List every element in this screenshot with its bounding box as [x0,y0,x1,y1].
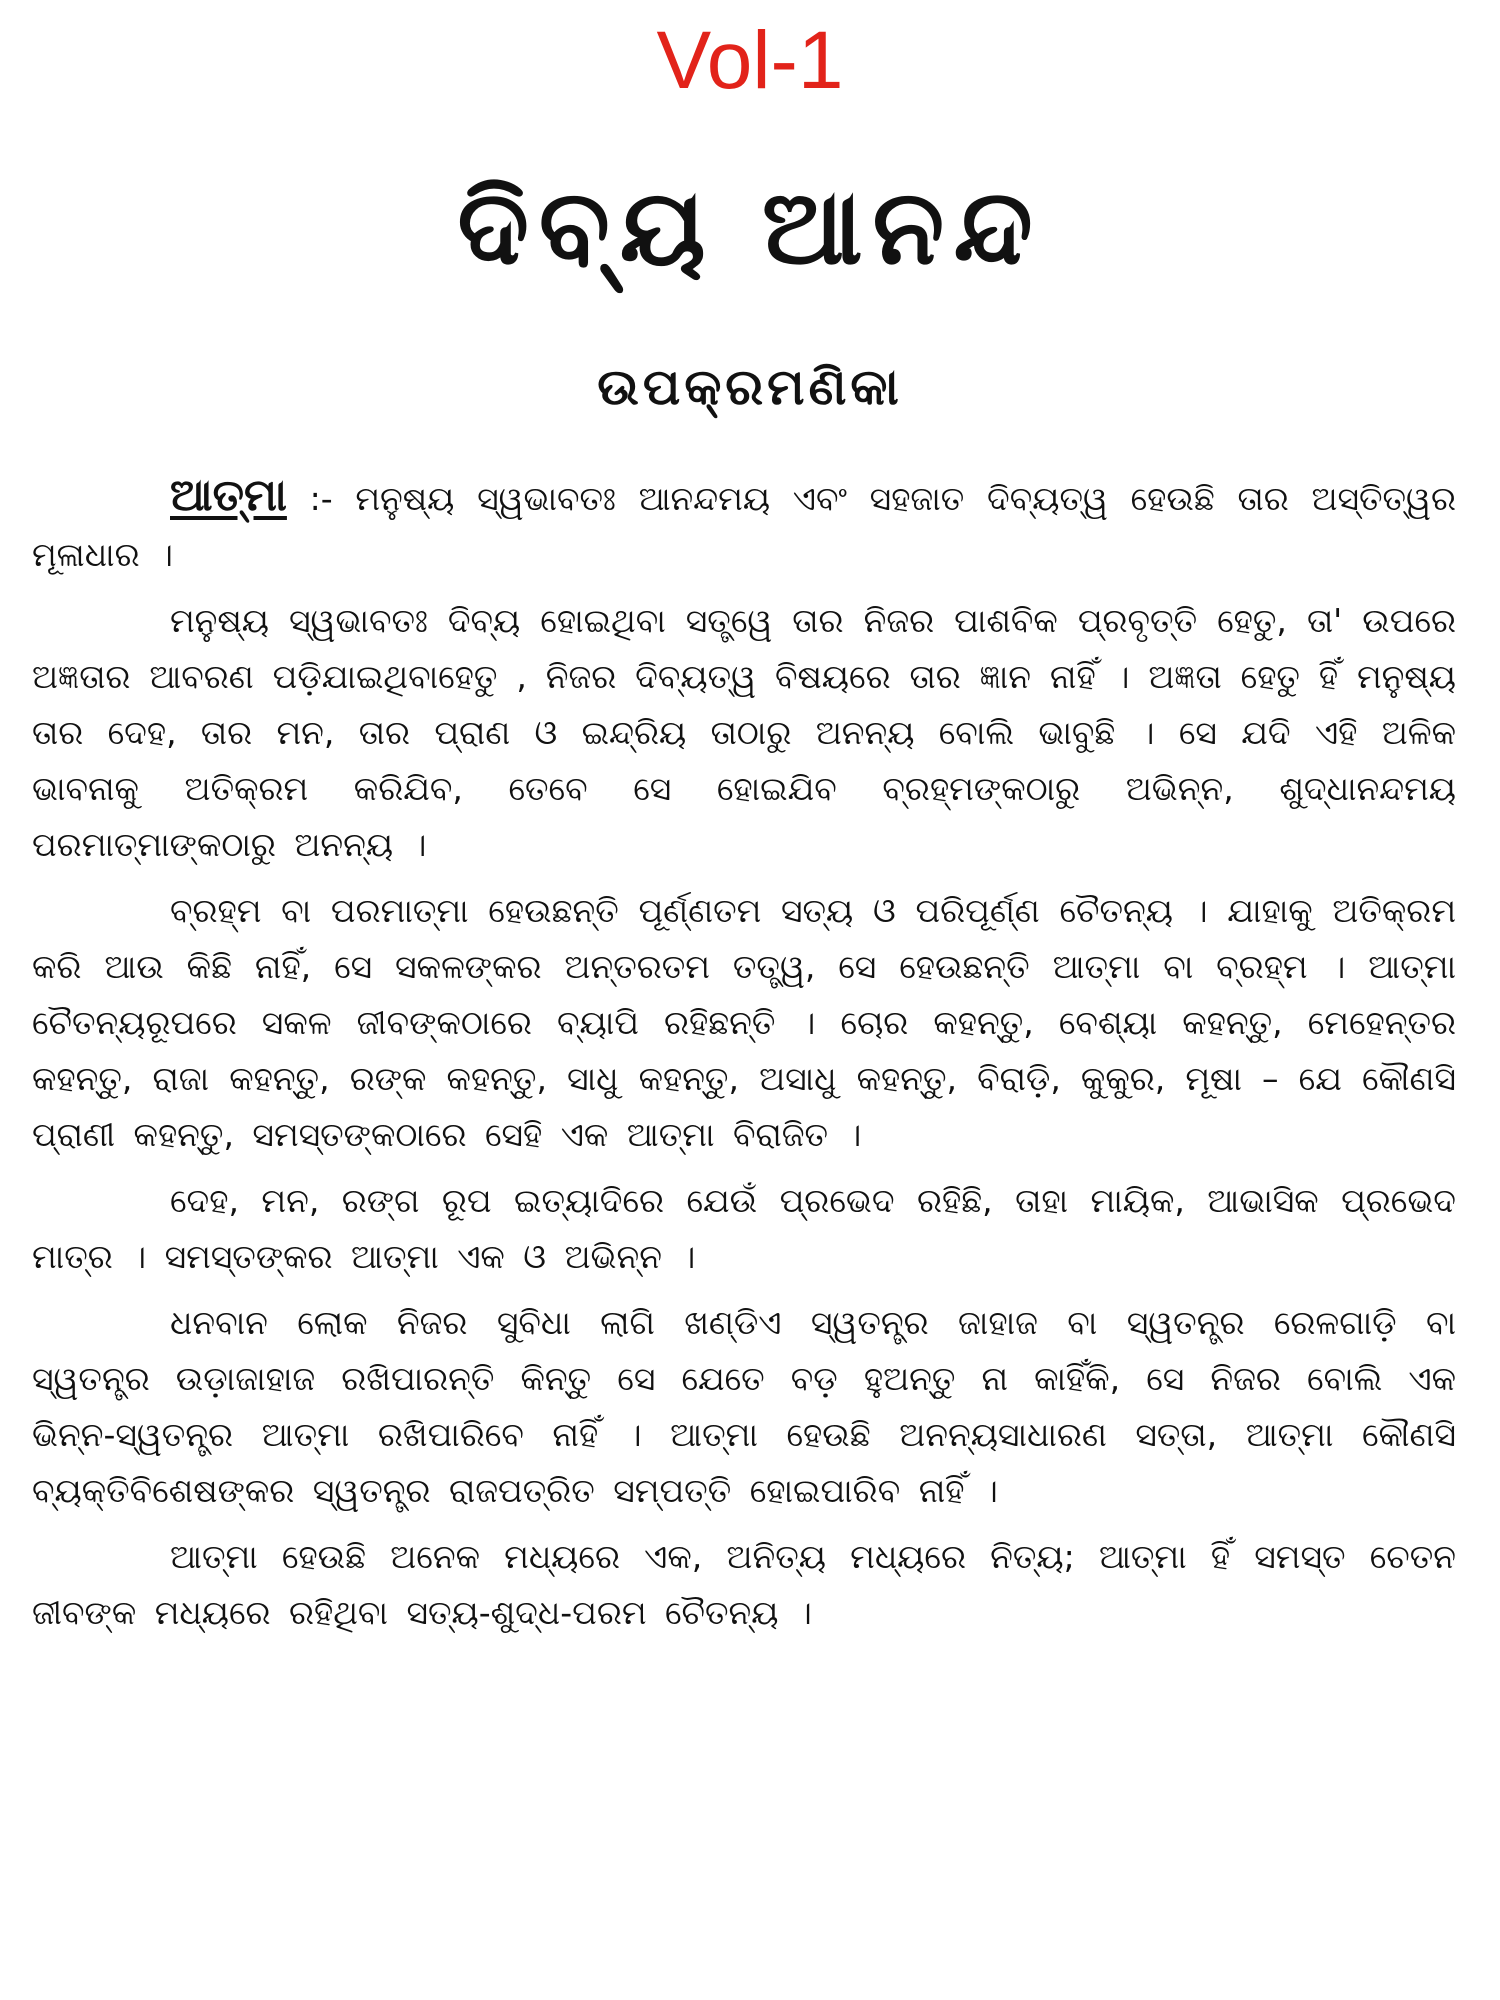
page-title: ଦିବ୍ୟ ଆନନ୍ଦ [457,166,1043,288]
volume-label: Vol-1 [656,15,844,106]
paragraph-6: ଆତ୍ମା ହେଉଛି ଅନେକ ମଧ୍ୟରେ ଏକ, ଅନିତ୍ୟ ମଧ୍ୟରେ ନିତ୍ୟ; ଆତ୍ମା ହିଁ ସମସ୍ତ ଚେତନ ଜୀବଙ୍କ ମଧ୍ୟରେ ରହିଥିବା ସତ୍ୟ-ଶୁଦ୍ଧ-ପରମ ଚୈତନ୍ୟ । [32,1537,1456,1632]
paragraph-4: ଦେହ, ମନ, ରଙ୍ଗ ରୂପ ଇତ୍ୟାଦିରେ ଯେଉଁ ପ୍ରଭେଦ ରହିଛି, ତାହା ମାୟିକ, ଆଭାସିକ ପ୍ରଭେଦ ମାତ୍ର । ସମସ୍ତଙ୍କର ଆତ୍ମା ଏକ ଓ ଅଭିନ୍ନ । [32,1181,1456,1276]
paragraph-5: ଧନବାନ ଲୋକ ନିଜର ସୁବିଧା ଲାଗି ଖଣ୍ଡିଏ ସ୍ୱତନ୍ତ୍ର ଜାହାଜ ବା ସ୍ୱତନ୍ତ୍ର ରେଳଗାଡ଼ି ବା ସ୍ୱତନ୍ତ୍ର ଉଡ଼ାଜାହାଜ ରଖିପାରନ୍ତି କିନ୍ତୁ ସେ ଯେତେ ବଡ଼ ହୁଅନ୍ତୁ ନା କାହିଁକି, ସେ ନିଜର ବୋଲି ଏକ ଭିନ୍ନ-ସ୍ୱତନ୍ତ୍ର ଆତ୍ମା ରଖିପାରିବେ ନାହିଁ । ଆତ୍ମା ହେଉଛି ଅନନ୍ୟସାଧାରଣ ସତ୍ତା, ଆତ୍ମା କୌଣସି ବ୍ୟକ୍ତିବିଶେଷଙ୍କର ସ୍ୱତନ୍ତ୍ର ରାଜପତ୍ରିତ ସମ୍ପତ୍ତି ହୋଇପାରିବ ନାହିଁ । [32,1303,1456,1510]
paragraph-2: ମନୁଷ୍ୟ ସ୍ୱଭାବତଃ ଦିବ୍ୟ ହୋଇଥିବା ସତ୍ତ୍ୱେ ତାର ନିଜର ପାଶବିକ ପ୍ରବୃତ୍ତି ହେତୁ, ତା' ଉପରେ ଅଜ୍ଞତାର ଆବରଣ ପଡ଼ିଯାଇଥିବାହେତୁ , ନିଜର ଦିବ୍ୟତ୍ୱ ବିଷୟରେ ତାର ଜ୍ଞାନ ନାହିଁ । ଅଜ୍ଞତା ହେତୁ ହିଁ ମନୁଷ୍ୟ ତାର ଦେହ, ତାର ମନ, ତାର ପ୍ରାଣ ଓ ଇନ୍ଦ୍ରିୟ ତାଠାରୁ ଅନନ୍ୟ ବୋଲି ଭାବୁଛି । ସେ ଯଦି ଏହି ଅଳିକ ଭାବନାକୁ ଅତିକ୍ରମ କରିଯିବ, ତେବେ ସେ ହୋଇଯିବ ବ୍ରହ୍ମଙ୍କଠାରୁ ଅଭିନ୍ନ, ଶୁଦ୍ଧାନନ୍ଦମୟ ପରମାତ୍ମାଙ୍କଠାରୁ ଅନନ୍ୟ । [32,601,1456,864]
section-heading: ଉପକ୍ରମଣିକା [597,358,903,416]
paragraph-text: :- ମନୁଷ୍ୟ ସ୍ୱଭାବତଃ ଆନନ୍ଦମୟ ଏବଂ ସହଜାତ ଦିବ୍ୟତ୍ୱ ହେଉଛି ତାର ଅସ୍ତିତ୍ୱର ମୂଳାଧାର । [32,479,1456,574]
lead-term: ଆତ୍ମା [170,470,287,521]
paragraph-1 [32,468,1456,583]
body-text [32,468,1456,1651]
paragraph-3: ବ୍ରହ୍ମ ବା ପରମାତ୍ମା ହେଉଛନ୍ତି ପୂର୍ଣ୍ଣତମ ସତ୍ୟ ଓ ପରିପୂର୍ଣ୍ଣ ଚୈତନ୍ୟ । ଯାହାକୁ ଅତିକ୍ରମ କରି ଆଉ କିଛି ନାହିଁ, ସେ ସକଳଙ୍କର ଅନ୍ତରତମ ତତ୍ତ୍ୱ, ସେ ହେଉଛନ୍ତି ଆତ୍ମା ବା ବ୍ରହ୍ମ । ଆତ୍ମା ଚୈତନ୍ୟରୂପରେ ସକଳ ଜୀବଙ୍କଠାରେ ବ୍ୟାପି ରହିଛନ୍ତି । ଚୋର କହନ୍ତୁ, ବେଶ୍ୟା କହନ୍ତୁ, ମେହେନ୍ତର କହନ୍ତୁ, ରାଜା କହନ୍ତୁ, ରଙ୍କ କହନ୍ତୁ, ସାଧୁ କହନ୍ତୁ, ଅସାଧୁ କହନ୍ତୁ, ବିରାଡ଼ି, କୁକୁର, ମୂଷା – ଯେ କୌଣସି ପ୍ରାଣୀ କହନ୍ତୁ, ସମସ୍ତଙ୍କଠାରେ ସେହି ଏକ ଆତ୍ମା ବିରାଜିତ । [32,891,1456,1154]
